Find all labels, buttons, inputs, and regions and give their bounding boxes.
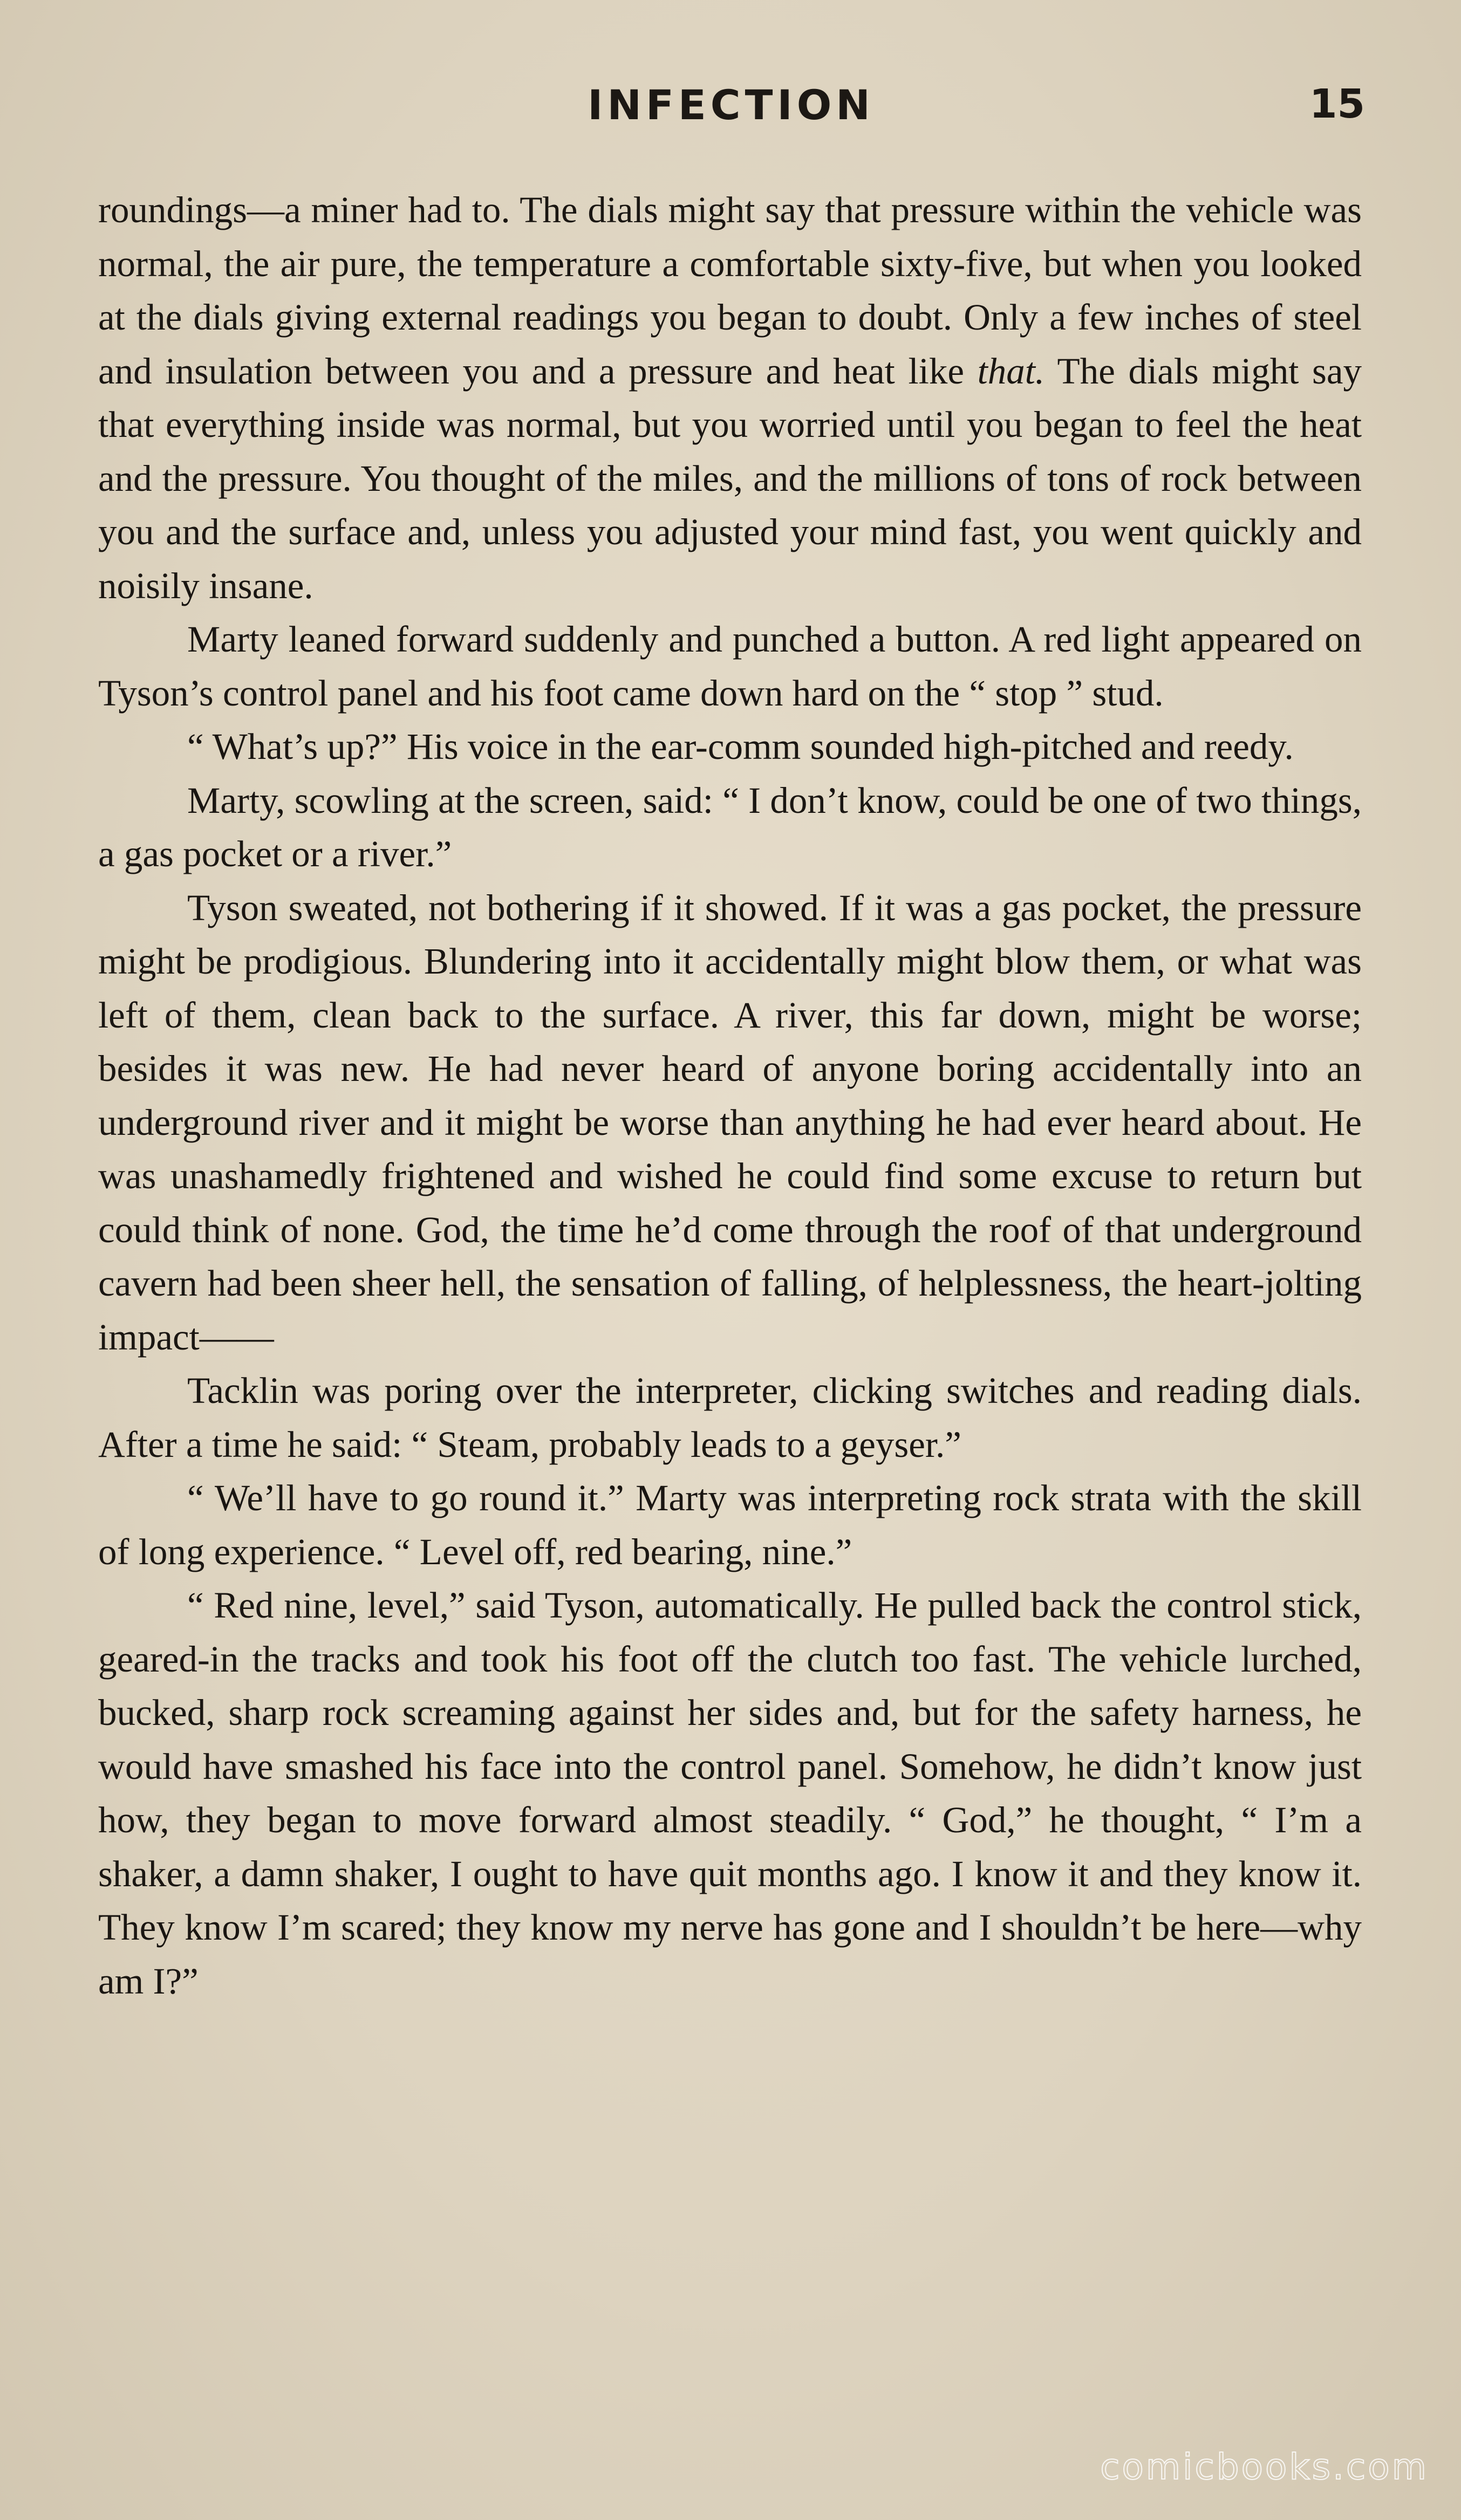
body-text [98, 183, 1362, 2008]
paragraph-7: “ We’ll have to go round it.” Marty was interpreting rock strata with the skill of long experience. “ Level off, red bearing, nine.” [98, 1477, 1362, 1572]
running-head: INFECTION [588, 81, 875, 129]
paragraph-1: roundings—a miner had to. The dials might say that pressure within the vehicle was normal, the air pure, the temperature a comfortable sixty-five, but when you looked at the dials giving external readings you began to doubt. Only a few inches of steel and insulation between you and a pressure and heat like that. The dials might say that everything inside was normal, but you worried until you began to feel the heat and the pressure. You thought of the miles, and the millions of tons of rock between you and the surface and, unless you adjusted your mind fast, you went quickly and noisily insane. [98, 189, 1362, 606]
paragraph-2: Marty leaned forward suddenly and punched a button. A red light appeared on Tyson’s control panel and his foot came down hard on the “ stop ” stud. [98, 619, 1362, 714]
paragraph-5: Tyson sweated, not bothering if it showed. If it was a gas pocket, the pressure might be prodigious. Blundering into it accidentally might blow them, or what was left of them, clean back to the surface. A river, this far down, might be worse; besides it was new. He had never heard of anyone boring accidentally into an underground river and it might be worse than anything he had ever heard about. He was unashamedly frightened and wished he could find some excuse to return but could think of none. God, the time he’d come through the roof of that underground cavern had been sheer hell, the sensation of falling, of helplessness, the heart-jolting impact—— [98, 887, 1362, 1358]
page-header [97, 81, 1365, 140]
emphasis-that: that. [977, 350, 1045, 392]
watermark: comicbooks.com [1100, 2446, 1429, 2488]
paragraph-6: Tacklin was poring over the interpreter, clicking switches and reading dials. After a time he said: “ Steam, probably leads to a geyser.” [98, 1370, 1362, 1465]
paragraph-3: “ What’s up?” His voice in the ear-comm sounded high-pitched and reedy. [187, 726, 1294, 767]
paragraph-8: “ Red nine, level,” said Tyson, automatically. He pulled back the control stick, geared-in the tracks and took his foot off the clutch too fast. The vehicle lurched, bucked, sharp rock screaming against her sides and, but for the safety harness, he would have smashed his face into the control panel. Somehow, he didn’t know just how, they began to move forward almost steadily. “ God,” he thought, “ I’m a shaker, a damn shaker, I ought to have quit months ago. I know it and they know it. They know I’m scared; they know my nerve has gone and I shouldn’t be here—why am I?” [98, 1585, 1362, 2002]
paragraph-4: Marty, scowling at the screen, said: “ I don’t know, could be one of two things, a gas pocket or a river.” [98, 779, 1362, 874]
page-number: 15 [1309, 81, 1365, 127]
